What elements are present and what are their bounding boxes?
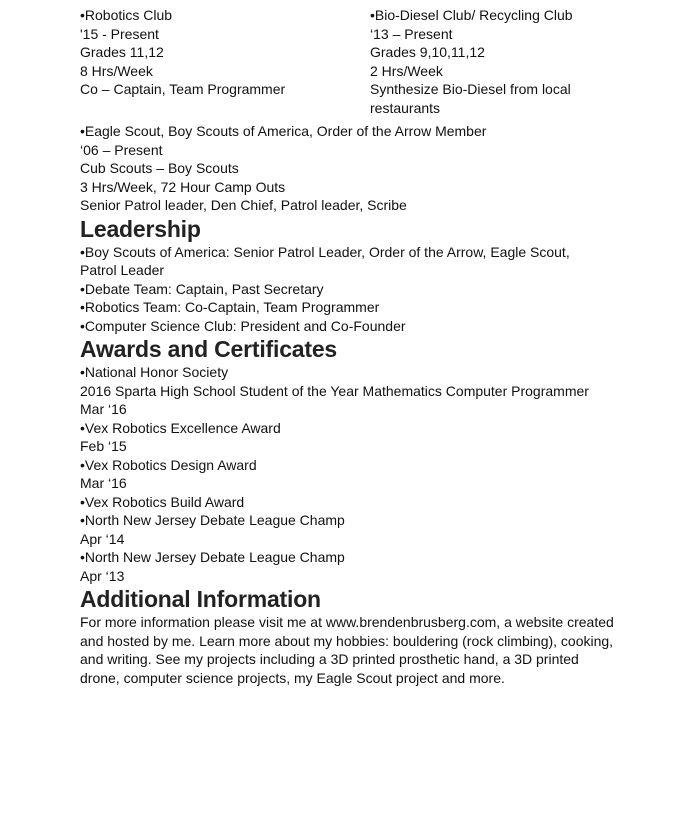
list-item: 2016 Sparta High School Student of the Year Mathematics Computer Programmer: [80, 382, 589, 399]
activity-dates: ‘06 – Present: [80, 141, 163, 158]
list-item: Mar ‘16: [80, 401, 127, 417]
activities-two-column: [80, 6, 620, 118]
activity-title: •Eagle Scout, Boy Scouts of America, Order of the Arrow Member: [80, 123, 487, 139]
list-item: •Vex Robotics Design Award: [80, 456, 257, 473]
list-item: Feb ‘15: [80, 438, 127, 454]
additional-info-heading: Additional Information: [80, 586, 321, 612]
activity-hours: 3 Hrs/Week, 72 Hour Camp Outs: [80, 178, 286, 195]
list-item: Apr ‘13: [80, 567, 125, 584]
activity-hours: 8 Hrs/Week: [80, 62, 153, 79]
bio-diesel-club-entry: [370, 6, 600, 117]
leadership-list: [80, 243, 620, 336]
awards-list: [80, 363, 620, 585]
resume-page: [80, 6, 620, 687]
robotics-club-entry: [80, 6, 360, 99]
activity-title: •Robotics Club: [80, 7, 173, 23]
activity-title: •Bio-Diesel Club/ Recycling Club: [370, 7, 573, 23]
activity-dates: ‘13 – Present: [370, 25, 453, 42]
awards-heading: Awards and Certificates: [80, 336, 338, 362]
activity-grades: Grades 9,10,11,12: [370, 44, 485, 60]
activity-dates: '15 - Present: [80, 25, 159, 42]
list-item: •North New Jersey Debate League Champ: [80, 512, 345, 528]
list-item: •Boy Scouts of America: Senior Patrol Leader, Order of the Arrow, Eagle Scout, Patrol Leader: [80, 243, 570, 278]
list-item: Apr ‘14: [80, 530, 125, 547]
list-item: •Robotics Team: Co-Captain, Team Programmer: [80, 299, 380, 315]
activity-role: Senior Patrol leader, Den Chief, Patrol leader, Scribe: [80, 197, 407, 213]
list-item: •Vex Robotics Excellence Award: [80, 419, 281, 436]
activity-org: Cub Scouts – Boy Scouts: [80, 160, 239, 176]
list-item: •Vex Robotics Build Award: [80, 493, 245, 510]
eagle-scout-entry: [80, 122, 620, 215]
additional-info-text: For more information please visit me at www.brendenbrusberg.com, a website created and hosted by me. Learn more about my hobbies: bouldering (rock climbing), cooking, and writing. See my projects including a 3D printed prosthetic hand, a 3D printed drone, computer science projects, my Eagle Scout project and more.: [80, 614, 614, 686]
list-item: Mar ‘16: [80, 475, 127, 491]
activity-hours: 2 Hrs/Week: [370, 62, 443, 79]
list-item: •North New Jersey Debate League Champ: [80, 549, 345, 565]
activity-grades: Grades 11,12: [80, 44, 164, 60]
list-item: •Debate Team: Captain, Past Secretary: [80, 280, 324, 297]
activity-role: Synthesize Bio-Diesel from local restaurants: [370, 81, 571, 116]
list-item: •National Honor Society: [80, 364, 229, 380]
list-item: •Computer Science Club: President and Co-Founder: [80, 317, 406, 334]
leadership-heading: Leadership: [80, 215, 201, 242]
activity-role: Co – Captain, Team Programmer: [80, 81, 286, 97]
